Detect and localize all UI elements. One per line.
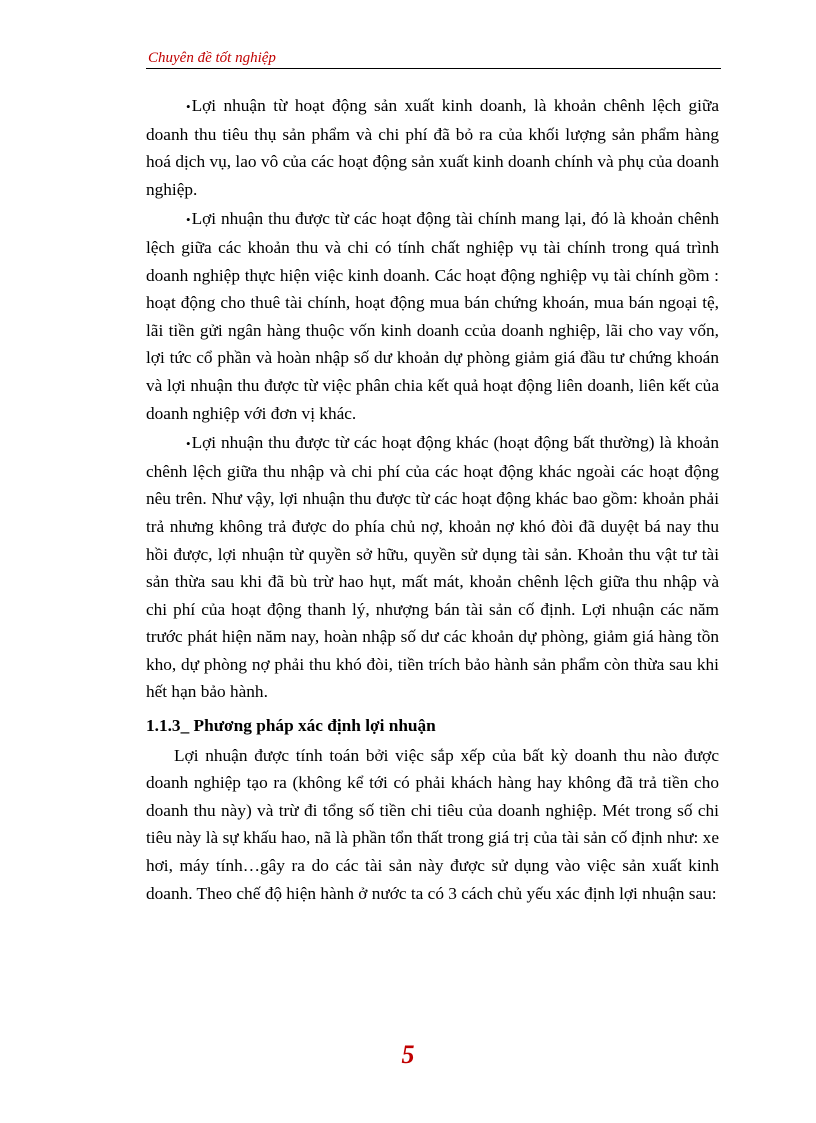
bullet-icon: •: [186, 212, 191, 228]
paragraph-text: Lợi nhuận từ hoạt động sản xuất kinh doanh, là khoản chênh lệch giữa doanh thu tiêu thụ sản phẩm và chi phí đã bỏ ra của khối lượng sản phẩm hàng hoá dịch vụ, lao vô của các hoạt động sản xuất kinh doanh chính và phụ của doanh nghiệp.: [146, 96, 719, 199]
paragraph-2: [146, 205, 719, 427]
section-heading: 1.1.3_ Phương pháp xác định lợi nhuận: [146, 716, 436, 736]
section-paragraph: Lợi nhuận được tính toán bởi việc sắp xếp của bất kỳ doanh thu nào được doanh nghiệp tạo ra (không kể tới có phải khách hàng hay không đã trả tiền cho doanh thu này) và trừ đi tổng số tiền chi tiêu của doanh nghiệp. Mét trong số chi tiêu này là sự khấu hao, nã là phần tổn thất trong giá trị của tài sản cố định như: xe hơi, máy tính…gây ra do các tài sản này được sử dụng vào việc sản xuất kinh doanh. Theo chế độ hiện hành ở nước ta có 3 cách chủ yếu xác định lợi nhuận sau:: [146, 745, 719, 903]
paragraph-text: Lợi nhuận thu được từ các hoạt động khác (hoạt động bất thường) là khoản chênh lệch giữa thu nhập và chi phí của các hoạt động khác ngoài các hoạt động nêu trên. Như vậy, lợi nhuận thu được từ các hoạt động khác bao gồm: khoản phải trả nhưng không trả được do phía chủ nợ, khoản nợ khó đòi đã duyệt bá nay thu hồi được, lợi nhuận từ quyền sở hữu, quyền sử dụng tài sản. Khoản thu vật tư tài sản thừa sau khi đã bù trừ hao hụt, mất mát, khoản chênh lệch giữa thu nhập và chi phí của hoạt động thanh lý, nhượng bán tài sản cố định. Lợi nhuận các năm trước phát hiện năm nay, hoàn nhập số dư các khoản dự phòng, giảm giá hàng tồn kho, dự phòng nợ phải thu khó đòi, tiền trích bảo hành sản phẩm còn thừa sau khi hết hạn bảo hành.: [146, 433, 719, 702]
paragraph-3: [146, 429, 719, 706]
header-title: Chuyên đề tốt nghiệp: [148, 50, 276, 66]
page-number: 5: [401, 1040, 415, 1069]
bullet-icon: •: [186, 436, 191, 452]
bullet-icon: •: [186, 99, 191, 114]
paragraph-text: Lợi nhuận thu được từ các hoạt động tài chính mang lại, đó là khoản chênh lệch giữa các khoản thu và chi có tính chất nghiệp vụ tài chính trong quá trình doanh nghiệp thực hiện việc kinh doanh. Các hoạt động nghiệp vụ tài chính gồm : hoạt động cho thuê tài chính, hoạt động mua bán chứng khoán, mua bán ngoại tệ, lãi tiền gửi ngân hàng thuộc vốn kinh doanh ccủa doanh nghiệp, lãi cho vay vốn, lợi tức cổ phần và hoàn nhập số dư khoản dự phòng giảm giá đầu tư chứng khoán và lợi nhuận thu được từ việc phân chia kết quả hoạt động liên doanh, liên kết của doanh nghiệp với đơn vị khác.: [146, 209, 719, 423]
paragraph-1: [146, 92, 719, 203]
document-body: [146, 92, 719, 907]
page-header: [146, 48, 721, 69]
